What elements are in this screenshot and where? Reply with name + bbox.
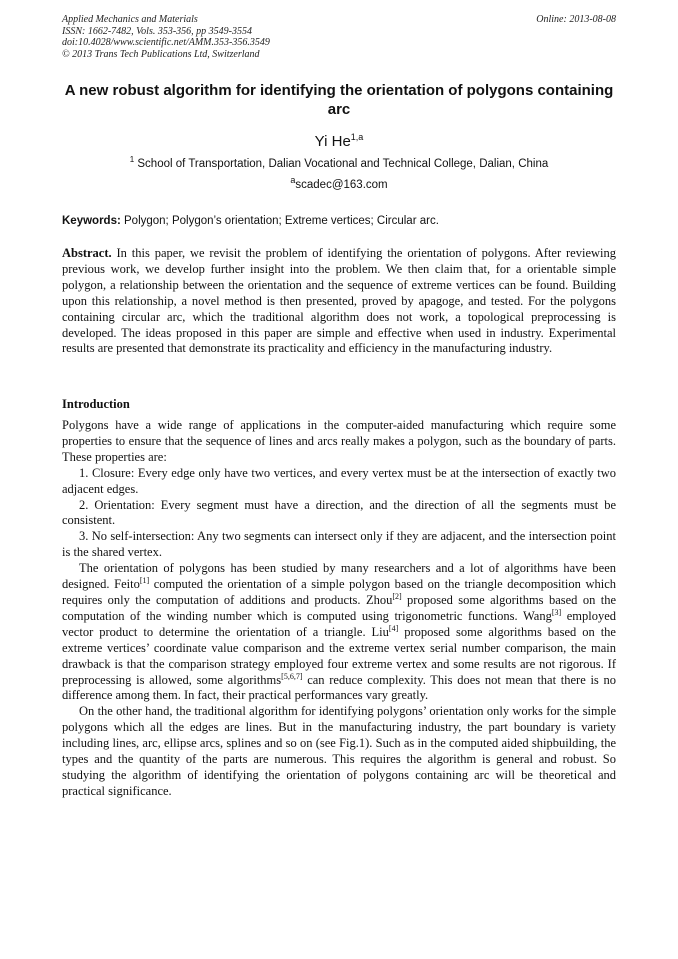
- abstract-text: In this paper, we revisit the problem of identifying the orientation of polygons. After reviewing previous work, we develop further insight into the problem. We then claim that, for a orientable simple polygon, a relationship between the orientation and the sequence of extreme vertices can be found. Building upon this relationship, a novel method is then presented, proved by apagoge, and tested. For the polygons containing circular arc, which the traditional algorithm does not work, a topological preprocessing is developed. The ideas proposed in this paper are simple and effective when used in industry. Experimental results are presented that demonstrate its practicality and efficiency in the manufacturing industry.: [62, 246, 616, 356]
- email-superscript: a: [290, 175, 296, 186]
- email-text[interactable]: scadec@163.com: [295, 179, 388, 191]
- issn-line: ISSN: 1662-7482, Vols. 353-356, pp 3549-3554: [62, 25, 252, 37]
- text-run: proposed some algorithms based on the computation of the winding number which is computed using trigonometric functions. Wang: [62, 592, 616, 623]
- author-name: Yi He: [314, 133, 351, 150]
- list-item: 2. Orientation: Every segment must have a direction, and the direction of all the segments must be consistent.: [62, 497, 616, 528]
- paragraph: Polygons have a wide range of applications in the computer-aided manufacturing which require some properties to ensure that the sequence of lines and arcs really makes a polygon, such as the boundary of parts. These properties are:: [62, 418, 616, 464]
- paragraph: On the other hand, the traditional algorithm for identifying polygons’ orientation only works for the simple polygons which all the edges are lines. But in the manufacturing industry, the part boundary is variety including lines, arc, ellipse arcs, splines and so on (see Fig.1). Such as in the computed aided shipbuilding, the types and the quantity of the parts are numerous. This requires the algorithm is general and robust. So studying the algorithm of identifying the orientation of polygons containing arc will be theoretical and practical significance.: [62, 704, 616, 798]
- text-run: The orientation of polygons has been studied by many researchers and a lot of algorithms have been designed. Feito: [62, 561, 616, 592]
- abstract: [62, 246, 616, 357]
- paper-title: A new robust algorithm for identifying the orientation of polygons containing arc: [64, 82, 614, 118]
- author-superscript: 1,a: [350, 132, 364, 142]
- affiliation-text: School of Transportation, Dalian Vocational and Technical College, Dalian, China: [137, 158, 549, 170]
- citation-ref[interactable]: [5,6,7]: [281, 671, 303, 681]
- keywords-label: Keywords:: [62, 215, 121, 227]
- copyright-line: © 2013 Trans Tech Publications Ltd, Switzerland: [62, 48, 260, 60]
- paragraph: [62, 561, 616, 704]
- affiliation: [62, 157, 616, 172]
- list-item: 3. No self-intersection: Any two segments can intersect only if they are adjacent, and the intersection point is the shared vertex.: [62, 529, 616, 560]
- doi-line: doi:10.4028/www.scientific.net/AMM.353-356.3549: [62, 37, 270, 48]
- citation-ref[interactable]: [1]: [139, 575, 150, 585]
- section-heading-introduction: Introduction: [62, 397, 130, 411]
- text-run: can reduce complexity. This does not mean that there is no difference among them. In fact, their practical performances vary greatly.: [62, 672, 617, 703]
- author-line: [62, 133, 616, 151]
- abstract-label: Abstract.: [62, 246, 112, 260]
- keywords: [62, 214, 616, 229]
- author-email: [62, 175, 616, 193]
- journal-name: Applied Mechanics and Materials: [62, 14, 198, 25]
- introduction-body: [62, 418, 616, 800]
- citation-ref[interactable]: [2]: [392, 591, 402, 601]
- text-run: computed the orientation of a simple polygon based on the triangle decomposition which requires only the computation of additions and products. Zhou: [62, 577, 616, 607]
- citation-ref[interactable]: [3]: [551, 607, 562, 617]
- list-item: 1. Closure: Every edge only have two vertices, and every vertex must be at the intersection of exactly two adjacent edges.: [62, 465, 616, 496]
- text-run: employed vector product to determine the orientation of a triangle. Liu: [62, 608, 616, 639]
- citation-ref[interactable]: [4]: [388, 623, 399, 633]
- text-run: proposed some algorithms based on the extreme vertices’ coordinate value comparison and the extreme vertex serial number comparison, the main drawback is that the comparison strategy employed four extreme vertex and some results are not rigorous. If preprocessing is allowed, some algorithms: [62, 624, 616, 687]
- online-date: Online: 2013-08-08: [536, 14, 616, 25]
- journal-header: [62, 14, 616, 60]
- keywords-text: Polygon; Polygon’s orientation; Extreme vertices; Circular arc.: [124, 215, 439, 227]
- affiliation-superscript: 1: [129, 155, 135, 165]
